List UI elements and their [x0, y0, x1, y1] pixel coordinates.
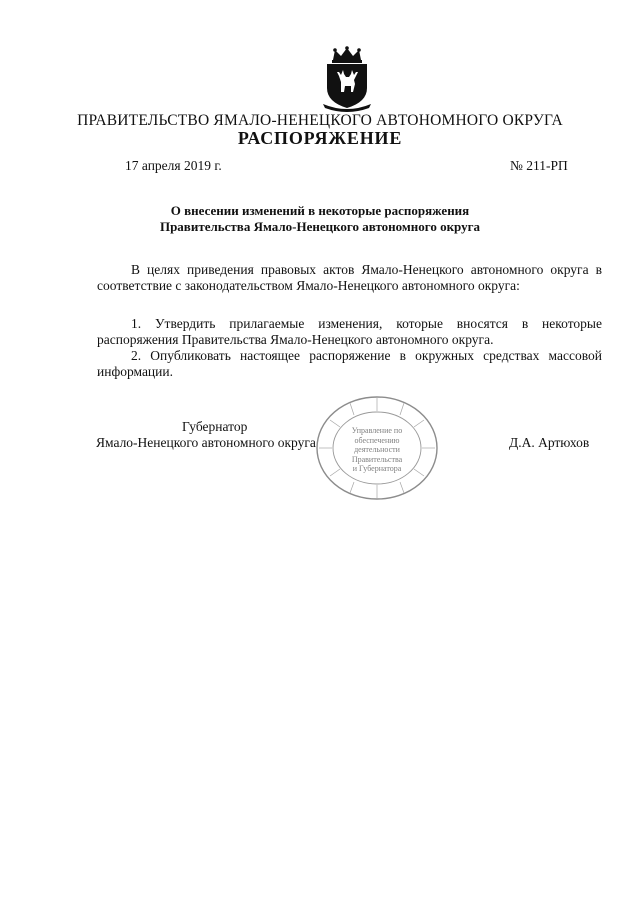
- stamp-line-3: деятельности: [354, 445, 400, 454]
- intro-paragraph: В целях приведения правовых актов Ямало-Ненецкого автономного округа в соответствие с законодательством Ямало-Ненецкого автономного округа:: [97, 262, 602, 293]
- stamp-line-5: и Губернатора: [352, 464, 402, 473]
- subject-line-1: О внесении изменений в некоторые распоряжения: [170, 203, 470, 218]
- document-subject: [0, 203, 640, 235]
- signatory-title: [96, 419, 336, 451]
- signatory-name: Д.А. Артюхов: [509, 435, 590, 450]
- signatory-title-line-2: Ямало-Ненецкого автономного округа: [96, 435, 316, 450]
- item-2-paragraph: 2. Опубликовать настоящее распоряжение в окружных средствах массовой информации.: [97, 348, 602, 379]
- stamp-line-2: обеспечению: [354, 435, 400, 445]
- stamp-line-1: Управление по: [351, 426, 403, 435]
- item-1-paragraph: 1. Утвердить прилагаемые изменения, которые вносятся в некоторые распоряжения Правительства Ямало-Ненецкого автономного округа.: [97, 316, 602, 347]
- organization-name: ПРАВИТЕЛЬСТВО ЯМАЛО-НЕНЕЦКОГО АВТОНОМНОГО ОКРУГА: [77, 112, 563, 129]
- subject-line-2: Правительства Ямало-Ненецкого автономного округа: [159, 219, 481, 234]
- coat-of-arms-icon: [319, 46, 375, 112]
- document-number: № 211-РП: [510, 158, 568, 173]
- stamp-line-4: Правительства: [351, 454, 403, 464]
- document-type: РАСПОРЯЖЕНИЕ: [237, 128, 403, 148]
- signatory-title-line-1: Губернатор: [182, 419, 248, 434]
- document-body: [97, 262, 602, 380]
- document-date: 17 апреля 2019 г.: [125, 158, 222, 173]
